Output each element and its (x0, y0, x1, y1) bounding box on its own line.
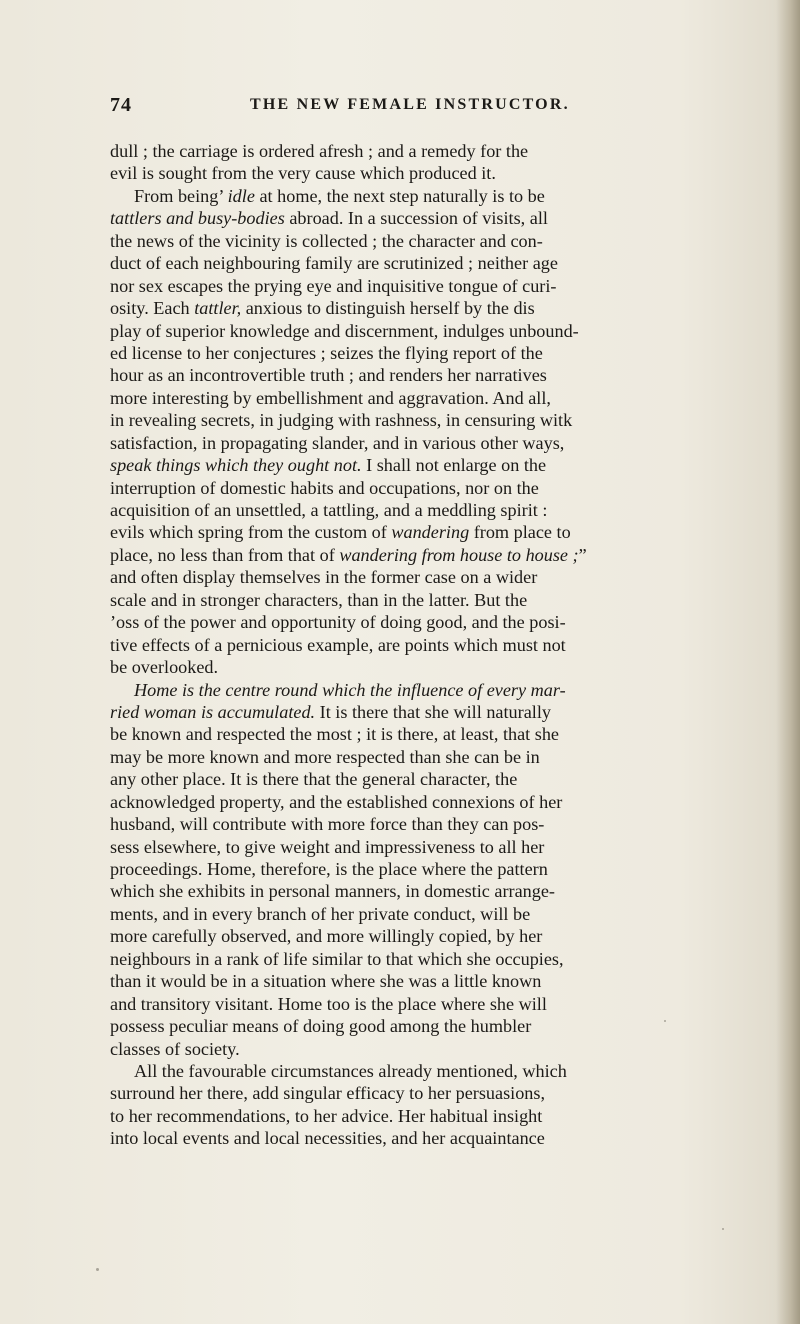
text-segment: more carefully observed, and more willingly copied, by her (110, 926, 543, 947)
text-line (110, 432, 750, 454)
text-line (110, 252, 750, 274)
text-segment: husband, will contribute with more force than they can pos- (110, 814, 545, 835)
text-segment: in revealing secrets, in judging with rashness, in censuring witk (110, 410, 573, 431)
text-line (110, 970, 750, 992)
text-line (110, 477, 750, 499)
text-segment: may be more known and more respected than she can be in (110, 746, 540, 767)
text-segment: osity. Each (110, 298, 195, 319)
italic-text: wandering (391, 522, 470, 543)
text-segment: more interesting by embellishment and aggravation. And all, (110, 387, 551, 408)
text-line (110, 589, 750, 611)
text-line (110, 387, 750, 409)
body-text (110, 140, 750, 1150)
text-segment: ments, and in every branch of her private conduct, will be (110, 903, 531, 924)
page-gutter-shadow (776, 0, 800, 1324)
text-line (110, 320, 750, 342)
text-segment: and often display themselves in the former case on a wider (110, 567, 538, 588)
text-segment: at home, the next step naturally is to be (254, 185, 545, 206)
text-segment: to her recommendations, to her advice. Her habitual insight (110, 1105, 543, 1126)
text-segment: acknowledged property, and the established connexions of her (110, 791, 563, 812)
text-segment: proceedings. Home, therefore, is the place where the pattern (110, 859, 548, 879)
page-header (110, 94, 750, 120)
italic-text: Home is the centre round which the influence of every mar- (134, 679, 566, 700)
text-segment: than it would be in a situation where she was a little known (110, 971, 542, 992)
text-line (110, 521, 750, 543)
italic-text: speak things which they ought not. (110, 455, 362, 476)
text-line (110, 948, 750, 970)
text-line (110, 1015, 750, 1037)
text-line (110, 858, 750, 880)
text-segment: be known and respected the most ; it is there, at least, that she (110, 724, 560, 745)
text-segment: play of superior knowledge and discernment, indulges unbound- (110, 320, 579, 341)
text-segment: dull ; the carriage is ordered afresh ; and a remedy for the (110, 141, 529, 161)
text-line (110, 880, 750, 902)
text-segment: interruption of domestic habits and occupations, nor on the (110, 477, 539, 498)
italic-text: wandering from house to house ; (339, 544, 579, 565)
text-segment: tive effects of a pernicious example, are points which must not (110, 634, 566, 655)
text-line (110, 634, 750, 656)
text-segment: from place to (469, 522, 571, 543)
text-segment: possess peculiar means of doing good among the humbler (110, 1016, 532, 1037)
text-segment: ed license to her conjectures ; seizes the flying report of the (110, 342, 543, 363)
text-line (110, 1038, 750, 1060)
text-line (110, 768, 750, 790)
text-segment: evils which spring from the custom of (110, 522, 392, 543)
text-segment: hour as an incontrovertible truth ; and renders her narratives (110, 365, 547, 386)
text-segment: duct of each neighbouring family are scrutinized ; neither age (110, 253, 558, 274)
text-line (110, 1105, 750, 1127)
text-segment: surround her there, add singular efficacy to her persuasions, (110, 1083, 546, 1104)
text-line (110, 544, 750, 566)
text-line (110, 836, 750, 858)
text-line (110, 1127, 750, 1149)
text-segment: which she exhibits in personal manners, in domestic arrange- (110, 881, 555, 902)
text-segment: nor sex escapes the prying eye and inquisitive tongue of curi- (110, 275, 557, 296)
text-segment: the news of the vicinity is collected ; the character and con- (110, 230, 543, 251)
ink-speck (664, 1020, 666, 1022)
text-line (110, 611, 750, 633)
text-segment: satisfaction, in propagating slander, and in various other ways, (110, 432, 565, 453)
text-line (110, 454, 750, 476)
text-segment: sess elsewhere, to give weight and impressiveness to all her (110, 836, 545, 857)
text-segment: All the favourable circumstances already mentioned, which (134, 1060, 567, 1081)
text-segment: ’oss of the power and opportunity of doing good, and the posi- (110, 612, 566, 633)
text-segment: It is there that she will naturally (315, 701, 551, 722)
text-segment: abroad. In a succession of visits, all (284, 208, 548, 229)
ink-speck (722, 1228, 724, 1230)
text-line (110, 746, 750, 768)
text-line (110, 185, 750, 207)
text-line (110, 566, 750, 588)
running-head: THE NEW FEMALE INSTRUCTOR. (250, 96, 570, 113)
italic-text: tattler, (194, 298, 242, 319)
text-line (110, 499, 750, 521)
text-line (110, 993, 750, 1015)
text-line (110, 1060, 750, 1082)
text-line (110, 679, 750, 701)
text-line (110, 409, 750, 431)
text-segment: into local events and local necessities, and her acquaintance (110, 1128, 545, 1149)
text-line (110, 275, 750, 297)
italic-text: tattlers and busy-bodies (110, 208, 285, 229)
text-line (110, 723, 750, 745)
text-segment: place, no less than from that of (110, 544, 340, 565)
text-line (110, 140, 750, 162)
text-segment: evil is sought from the very cause which produced it. (110, 163, 496, 184)
text-line (110, 230, 750, 252)
text-segment: be overlooked. (110, 657, 219, 678)
ink-speck (96, 1268, 99, 1271)
text-line (110, 1082, 750, 1104)
text-segment: I shall not enlarge on the (361, 455, 547, 476)
text-segment: anxious to distinguish herself by the dis (241, 298, 535, 319)
text-line (110, 791, 750, 813)
text-segment: From being’ (134, 185, 228, 206)
text-line (110, 813, 750, 835)
text-segment: and transitory visitant. Home too is the place where she will (110, 993, 547, 1014)
text-line (110, 701, 750, 723)
text-segment: scale and in stronger characters, than in the latter. But the (110, 589, 528, 610)
text-segment: neighbours in a rank of life similar to that which she occupies, (110, 948, 564, 969)
text-line (110, 297, 750, 319)
text-line (110, 162, 750, 184)
text-segment: classes of society. (110, 1038, 240, 1059)
text-segment: acquisition of an unsettled, a tattling, and a meddling spirit : (110, 500, 548, 520)
italic-text: idle (227, 185, 255, 206)
text-line (110, 656, 750, 678)
text-line (110, 903, 750, 925)
text-line (110, 342, 750, 364)
text-line (110, 207, 750, 229)
text-segment: any other place. It is there that the general character, the (110, 769, 518, 790)
text-line (110, 364, 750, 386)
text-line (110, 925, 750, 947)
text-segment: ” (578, 544, 587, 565)
italic-text: ried woman is accumulated. (110, 701, 316, 722)
page-number: 74 (110, 94, 132, 116)
